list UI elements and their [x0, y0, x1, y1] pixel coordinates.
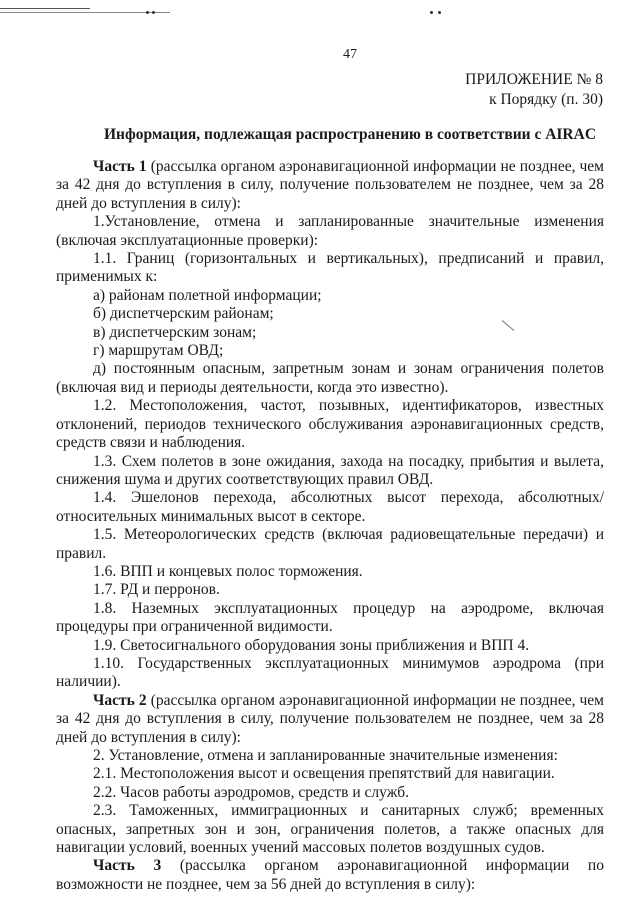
paragraph-1-1: 1.1. Границ (горизонтальных и вертикальных), предписаний и правил, применимых к: [56, 250, 604, 286]
document-body [56, 158, 604, 894]
paragraph-1-7: 1.7. РД и перронов. [93, 581, 220, 599]
list-item-d: д) постоянным опасным, запретным зонам и зонам ограничения полетов (включая вид и периоды деятельности, когда это известно). [56, 360, 604, 396]
appendix-reference: к Порядку (п. 30) [489, 91, 603, 108]
scan-line [0, 8, 90, 9]
appendix-number: ПРИЛОЖЕНИЕ № 8 [465, 71, 603, 88]
paragraph-1: 1.Установление, отмена и запланированные значительные изменения (включая эксплуатационные проверки): [56, 213, 604, 249]
scan-artifacts [0, 0, 640, 30]
part1-intro: Часть 1 (рассылка органом аэронавигационной информации не позднее, чем за 42 дня до вступления в силу, получение пользователем не позднее, чем за 28 дней до вступления в силу): [56, 158, 604, 212]
part3-heading: Часть 3 [93, 857, 162, 875]
paragraph-1-9: 1.9. Светосигнального оборудования зоны приближения и ВПП 4. [93, 636, 530, 654]
paragraph-1-2: 1.2. Местоположения, частот, позывных, идентификаторов, известных отклонений, периодов технического обслуживания аэронавигационных средств, средств связи и наблюдения. [56, 397, 604, 452]
paragraph-1-6: 1.6. ВПП и концевых полос торможения. [93, 562, 363, 580]
list-item-v: в) диспетчерским зонам; [93, 323, 257, 341]
list-item-g: г) маршрутам ОВД; [93, 342, 224, 360]
part3-intro: Часть 3 (рассылка органом аэронавигационной информации по возможности не позднее, чем за 56 дней до вступления в силу): [56, 857, 604, 893]
part2-heading: Часть 2 [93, 691, 147, 709]
scan-dot [430, 11, 433, 14]
paragraph-1-8: 1.8. Наземных эксплуатационных процедур на аэродроме, включая процедуры при ограниченной видимости. [56, 599, 604, 636]
list-item-a: а) районам полетной информации; [93, 286, 322, 304]
part1-heading: Часть 1 [93, 158, 147, 175]
part2-intro: Часть 2 (рассылка органом аэронавигационной информации не позднее, чем за 42 дня до вступления в силу, получение пользователем не позднее, чем за 28 дней до вступления в силу): [56, 691, 604, 746]
page-number: 47 [343, 47, 357, 62]
paragraph-1-4: 1.4. Эшелонов перехода, абсолютных высот перехода, абсолютных/относительных минимальных высот в секторе. [56, 489, 604, 525]
document-title: Информация, подлежащая распространению в соответствии с AIRAC [103, 126, 597, 143]
scan-dot [146, 11, 149, 14]
list-item-b: б) диспетчерским районам; [93, 305, 274, 323]
paragraph-1-3: 1.3. Схем полетов в зоне ожидания, захода на посадку, прибытия и вылета, снижения шума и других соответствующих правил ОВД. [56, 452, 604, 488]
paragraph-1-10: 1.10. Государственных эксплуатационных минимумов аэродрома (при наличии). [56, 654, 604, 691]
scan-dot [152, 11, 155, 14]
paragraph-1-5: 1.5. Метеорологических средств (включая радиовещательные передачи) и правил. [56, 526, 604, 562]
scan-dot [438, 11, 441, 14]
paragraph-2: 2. Установление, отмена и запланированные значительные изменения: [93, 747, 558, 764]
appendix-header [465, 70, 603, 110]
paragraph-2-2: 2.2. Часов работы аэродромов, средств и служб. [93, 783, 409, 801]
paragraph-2-1: 2.1. Местоположения высот и освещения препятствий для навигации. [93, 765, 555, 783]
paragraph-2-3: 2.3. Таможенных, иммиграционных и санитарных служб; временных опасных, запретных зон и зон, ограничения полетов, а также опасных для навигации условий, военных учений массовых полетов воздушных судов. [56, 802, 604, 857]
scan-line [0, 12, 170, 13]
